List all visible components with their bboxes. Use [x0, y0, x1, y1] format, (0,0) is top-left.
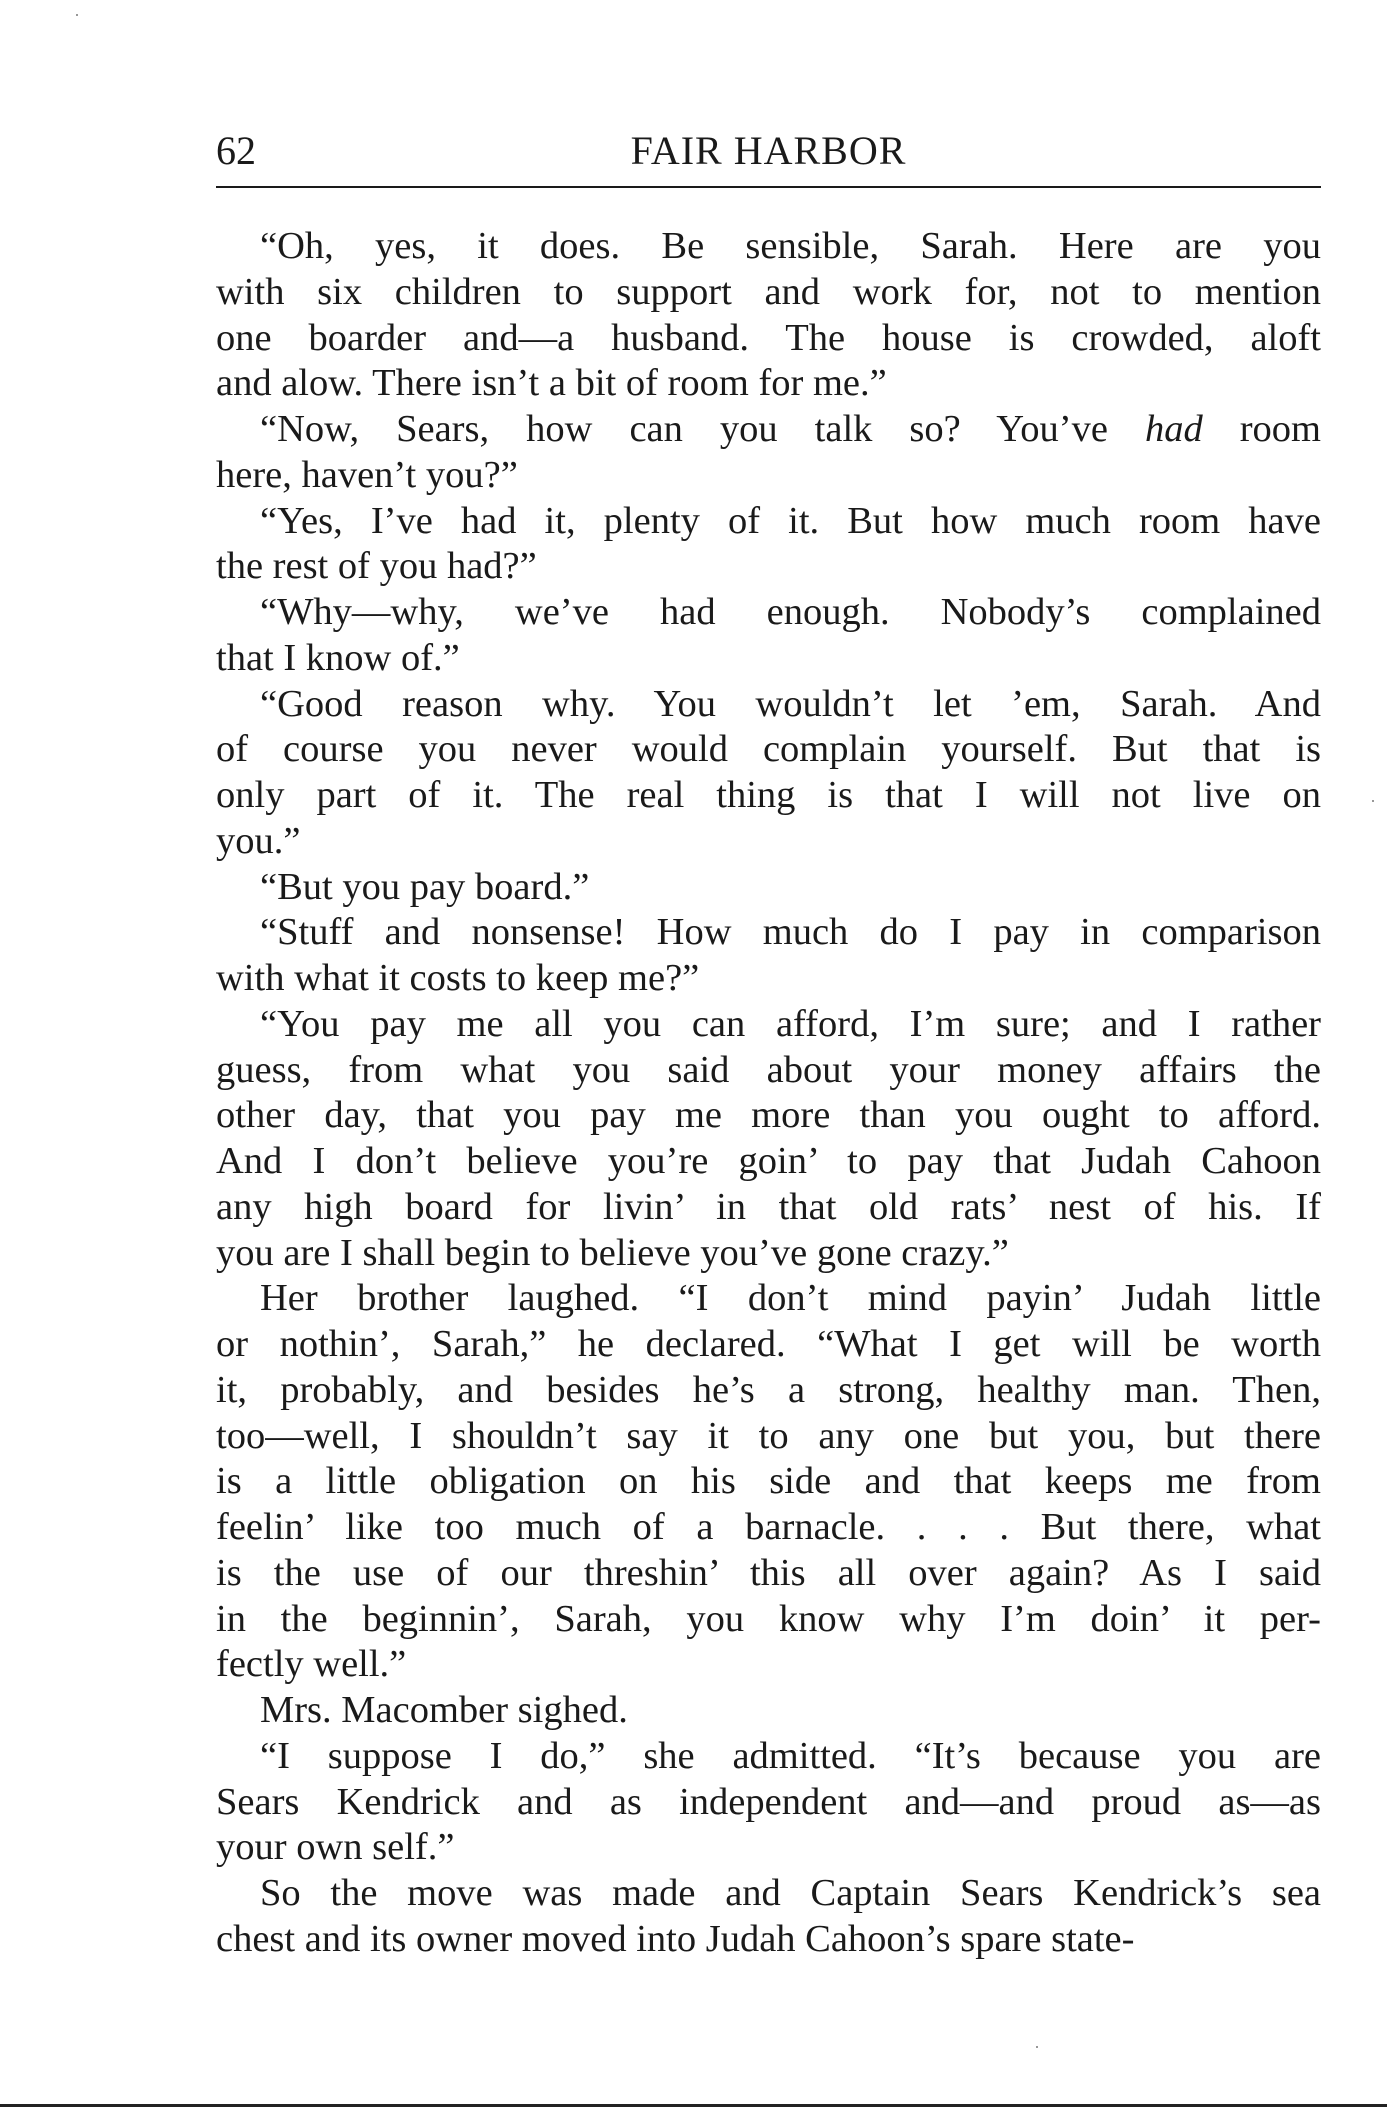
- text-line: here, haven’t you?”: [216, 453, 518, 496]
- paragraph: [216, 1734, 1321, 1871]
- text-line: Sears Kendrick and as independent and—and proud as—as: [216, 1780, 1321, 1823]
- bottom-rule: [0, 2104, 1387, 2107]
- text-line: “Yes, I’ve had it, plenty of it. But how much room have: [260, 499, 1321, 542]
- text-line: you are I shall begin to believe you’ve gone crazy.”: [216, 1231, 1009, 1274]
- paragraph: [216, 865, 1321, 911]
- text-line: Mrs. Macomber sighed.: [260, 1689, 628, 1731]
- text-line: So the move was made and Captain Sears Kendrick’s sea: [260, 1872, 1321, 1914]
- text-line: with what it costs to keep me?”: [216, 957, 700, 999]
- text-line: the rest of you had?”: [216, 545, 537, 588]
- paragraph: [216, 1002, 1321, 1277]
- scan-speck: [76, 14, 78, 16]
- paragraph: [216, 590, 1321, 682]
- text-line: “Now, Sears, how can you talk so? You’ve had room: [260, 408, 1321, 450]
- paragraph: [216, 1871, 1321, 1963]
- text-line: it, probably, and besides he’s a strong, healthy man. Then,: [216, 1368, 1321, 1411]
- text-line: “Why—why, we’ve had enough. Nobody’s complained: [260, 591, 1321, 633]
- text-line: your own self.”: [216, 1826, 455, 1869]
- emphasis: had: [1144, 408, 1203, 450]
- running-title: FAIR HARBOR: [630, 128, 907, 173]
- text-line: any high board for livin’ in that old rats’ nest of his. If: [216, 1185, 1321, 1228]
- text-line: chest and its owner moved into Judah Cahoon’s spare state-: [216, 1917, 1135, 1960]
- page-number: 62: [216, 128, 256, 173]
- scan-speck: [1036, 2046, 1038, 2048]
- text-line: And I don’t believe you’re goin’ to pay that Judah Cahoon: [216, 1140, 1321, 1182]
- text-line: only part of it. The real thing is that I will not live on: [216, 774, 1321, 816]
- paragraph: [216, 1688, 1321, 1734]
- paragraph: [216, 499, 1321, 591]
- text-line: one boarder and—a husband. The house is crowded, aloft: [216, 316, 1321, 359]
- text-line: that I know of.”: [216, 636, 460, 679]
- text-line: too—well, I shouldn’t say it to any one but you, but there: [216, 1414, 1321, 1457]
- paragraph: [216, 910, 1321, 1002]
- text-line: feelin’ like too much of a barnacle. . . . But there, what: [216, 1506, 1321, 1548]
- running-head: [216, 126, 1321, 176]
- text-line: with six children to support and work for, not to mention: [216, 270, 1321, 313]
- text-line: “Stuff and nonsense! How much do I pay in comparison: [260, 911, 1321, 954]
- text-line: “You pay me all you can afford, I’m sure; and I rather: [260, 1002, 1321, 1045]
- text-line: “Oh, yes, it does. Be sensible, Sarah. Here are you: [260, 225, 1321, 267]
- scan-speck: [1372, 800, 1374, 802]
- text-line: is the use of our threshin’ this all over again? As I said: [216, 1551, 1321, 1594]
- text-line: and alow. There isn’t a bit of room for me.”: [216, 362, 887, 405]
- body-text: [216, 224, 1321, 1963]
- text-line: Her brother laughed. “I don’t mind payin’ Judah little: [260, 1277, 1321, 1320]
- paragraph: [216, 224, 1321, 407]
- paragraph: [216, 682, 1321, 865]
- text-line: of course you never would complain yourself. But that is: [216, 728, 1321, 771]
- text-line: fectly well.”: [216, 1643, 407, 1686]
- text-line: or nothin’, Sarah,” he declared. “What I get will be worth: [216, 1323, 1321, 1365]
- text-line: is a little obligation on his side and that keeps me from: [216, 1460, 1321, 1503]
- text-line: other day, that you pay me more than you ought to afford.: [216, 1094, 1321, 1137]
- text-line: guess, from what you said about your money affairs the: [216, 1048, 1321, 1091]
- paragraph: [216, 1276, 1321, 1688]
- text-line: “But you pay board.”: [260, 865, 590, 908]
- text-line: you.”: [216, 819, 301, 862]
- header-rule: [216, 186, 1321, 188]
- text-line: “Good reason why. You wouldn’t let ’em, Sarah. And: [260, 682, 1321, 725]
- text-line: in the beginnin’, Sarah, you know why I’m doin’ it per-: [216, 1597, 1321, 1640]
- text-line: “I suppose I do,” she admitted. “It’s because you are: [260, 1734, 1321, 1777]
- paragraph: [216, 407, 1321, 499]
